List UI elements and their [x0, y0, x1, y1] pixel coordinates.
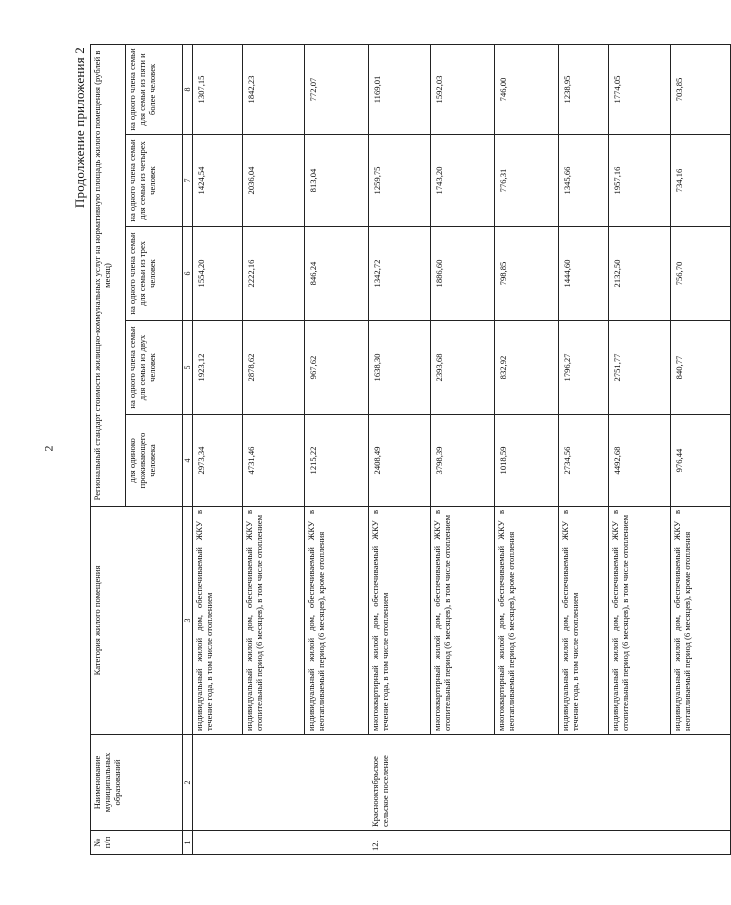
municipality-name [609, 735, 671, 831]
standards-table [90, 44, 731, 855]
cost-value: 703,85 [671, 44, 731, 134]
municipality-name [559, 735, 609, 831]
row-number [431, 831, 495, 855]
cost-value: 1957,16 [609, 135, 671, 227]
housing-category: индивидуальный жилой дом, обеспечиваемый ЖКУ в отопительный период (6 месяцев), в том числе отоплением [243, 507, 305, 735]
cost-value: 2751,77 [609, 321, 671, 415]
cost-value: 756,70 [671, 227, 731, 321]
cost-value: 2036,04 [243, 135, 305, 227]
col-number: 4 [183, 415, 193, 507]
cost-value: 840,77 [671, 321, 731, 415]
cost-value: 1554,20 [193, 227, 243, 321]
cost-value: 813,04 [305, 135, 369, 227]
municipality-name [305, 735, 369, 831]
column-number-row [183, 44, 193, 854]
cost-value: 772,07 [305, 44, 369, 134]
header-standard: Региональный стандарт стоимости жилищно-коммунальных услуг на нормативную площадь жилого помещения (рублей в месяц) [91, 44, 126, 506]
municipality-name [671, 735, 731, 831]
header-five: на одного члена семьи для семьи из пяти и более человек [126, 44, 183, 134]
table-row [305, 44, 369, 854]
cost-value: 746,00 [495, 44, 559, 134]
housing-category: индивидуальный жилой дом, обеспечиваемый ЖКУ в неотапливаемый период (6 месяцев), кроме отопления [671, 507, 731, 735]
cost-value: 2734,56 [559, 415, 609, 507]
cost-value: 1638,30 [369, 321, 431, 415]
rotated-page-content [72, 45, 693, 855]
cost-value: 2878,62 [243, 321, 305, 415]
row-number [305, 831, 369, 855]
header-row [91, 44, 126, 854]
municipality-name [495, 735, 559, 831]
cost-value: 1307,15 [193, 44, 243, 134]
cost-value: 776,31 [495, 135, 559, 227]
cost-value: 2132,50 [609, 227, 671, 321]
table-row [193, 44, 243, 854]
municipality-name [193, 735, 243, 831]
housing-category: многоквартирный жилой дом, обеспечиваемый ЖКУ в неотапливаемый период (6 месяцев), кроме отопления [495, 507, 559, 735]
cost-value: 1444,60 [559, 227, 609, 321]
header-single: для одиноко проживающего человека [126, 415, 183, 507]
cost-value: 1923,12 [193, 321, 243, 415]
table-row [243, 44, 305, 854]
cost-value: 1774,05 [609, 44, 671, 134]
row-number [243, 831, 305, 855]
cost-value: 1215,22 [305, 415, 369, 507]
cost-value: 2393,68 [431, 321, 495, 415]
table-row [431, 44, 495, 854]
header-no: № п/п [91, 831, 183, 855]
row-number: 12. [369, 831, 431, 855]
cost-value: 1169,01 [369, 44, 431, 134]
header-three: на одного члена семьи для семьи из трех человек [126, 227, 183, 321]
cost-value: 2222,16 [243, 227, 305, 321]
col-number: 2 [183, 735, 193, 831]
cost-value: 1424,54 [193, 135, 243, 227]
cost-value: 1886,60 [431, 227, 495, 321]
housing-category: многоквартирный жилой дом, обеспечиваемый ЖКУ в отопительный период (6 месяцев), в том числе отоплением [431, 507, 495, 735]
row-number [193, 831, 243, 855]
cost-value: 1018,59 [495, 415, 559, 507]
housing-category: индивидуальный жилой дом, обеспечиваемый ЖКУ в течение года, в том числе отоплением [559, 507, 609, 735]
header-category: Категория жилого помещения [91, 507, 183, 735]
table-row [671, 44, 731, 854]
row-number [609, 831, 671, 855]
row-number [671, 831, 731, 855]
housing-category: индивидуальный жилой дом, обеспечиваемый ЖКУ в отопительный период (6 месяцев), в том числе отоплением [609, 507, 671, 735]
col-number: 7 [183, 135, 193, 227]
cost-value: 1796,27 [559, 321, 609, 415]
cost-value: 832,92 [495, 321, 559, 415]
municipality-name [431, 735, 495, 831]
cost-value: 1842,23 [243, 44, 305, 134]
cost-value: 1345,66 [559, 135, 609, 227]
col-number: 1 [183, 831, 193, 855]
table-row [369, 44, 431, 854]
row-number [559, 831, 609, 855]
cost-value: 1743,20 [431, 135, 495, 227]
cost-value: 2973,34 [193, 415, 243, 507]
cost-value: 1259,75 [369, 135, 431, 227]
header-four: на одного члена семьи для семьи из четырех человек [126, 135, 183, 227]
cost-value: 2408,49 [369, 415, 431, 507]
housing-category: индивидуальный жилой дом, обеспечиваемый ЖКУ в течение года, в том числе отоплением [193, 507, 243, 735]
cost-value: 846,24 [305, 227, 369, 321]
housing-category: индивидуальный жилой дом, обеспечиваемый ЖКУ в неотапливаемый период (6 месяцев), кроме отопления [305, 507, 369, 735]
cost-value: 976,44 [671, 415, 731, 507]
header-name: Наименование муниципальных образований [91, 735, 183, 831]
row-number [495, 831, 559, 855]
page-number: 2 [41, 445, 56, 452]
table-row [609, 44, 671, 854]
table-row [495, 44, 559, 854]
cost-value: 4492,68 [609, 415, 671, 507]
cost-value: 1342,72 [369, 227, 431, 321]
col-number: 3 [183, 507, 193, 735]
housing-category: многоквартирный жилой дом, обеспечиваемый ЖКУ в течение года, в том числе отоплением [369, 507, 431, 735]
cost-value: 734,16 [671, 135, 731, 227]
cost-value: 4731,46 [243, 415, 305, 507]
cost-value: 3798,39 [431, 415, 495, 507]
cost-value: 1592,03 [431, 44, 495, 134]
cost-value: 798,85 [495, 227, 559, 321]
continuation-label: Продолжение приложения 2 [72, 47, 87, 209]
col-number: 5 [183, 321, 193, 415]
header-two: на одного члена семьи для семьи из двух человек [126, 321, 183, 415]
col-number: 6 [183, 227, 193, 321]
cost-value: 1238,95 [559, 44, 609, 134]
municipality-name [243, 735, 305, 831]
municipality-name: Краснооктябрьское сельское поселение [369, 735, 431, 831]
col-number: 8 [183, 44, 193, 134]
cost-value: 967,62 [305, 321, 369, 415]
table-row [559, 44, 609, 854]
